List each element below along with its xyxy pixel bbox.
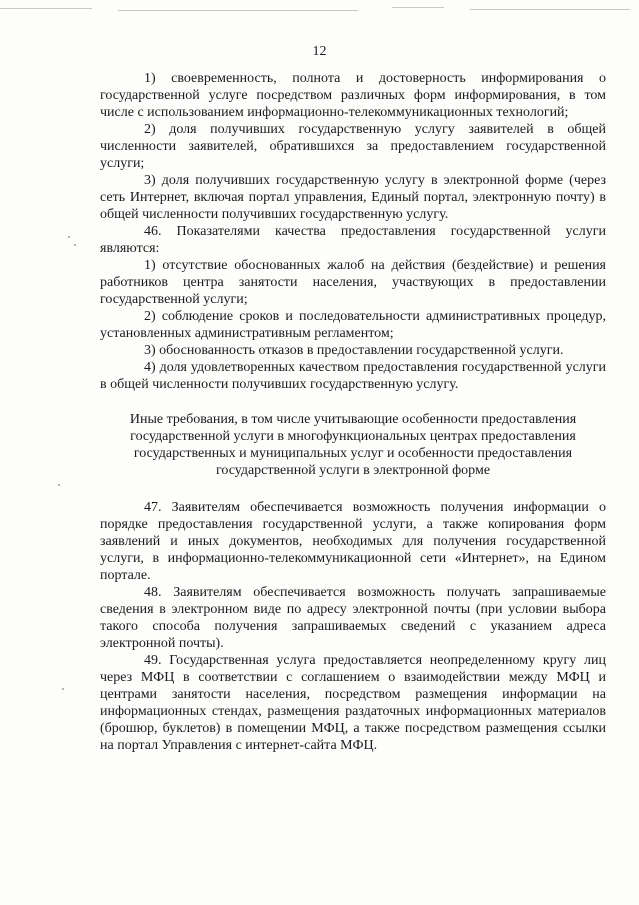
paragraph: 47. Заявителям обеспечивается возможность получения информации о порядке предоставления государственной услуги, а также копирования форм заявлений и иных документов, необходимых для получения государственной услуги, в информационно-телекоммуникационной сети «Интернет», на Едином портале. (100, 500, 606, 583)
scan-artifact-dot (74, 244, 76, 246)
paragraph: 3) доля получивших государственную услугу в электронной форме (через сеть Интернет, включая портал управления, Единый портал, электронную почту) в общей численности получивших государственную услугу. (100, 173, 606, 222)
paragraph: 1) отсутствие обоснованных жалоб на действия (бездействие) и решения работников центра занятости населения, участвующих в предоставлении государственной услуги; (100, 258, 606, 307)
section-heading: Иные требования, в том числе учитывающие особенности предоставления государственной услуги в многофункциональных центрах предоставления государственных и муниципальных услуг и особенности предоставления государственной услуги в электронной форме (129, 412, 577, 478)
paragraph: 4) доля удовлетворенных качеством предоставления государственной услуги в общей численности получивших государственную услугу. (100, 360, 606, 392)
paragraph: 1) своевременность, полнота и достоверность информирования о государственной услуге посредством различных форм информирования, в том числе с использованием информационно-телекоммуникационных технологий; (100, 71, 606, 120)
paragraph: 48. Заявителям обеспечивается возможность получать запрашиваемые сведения в электронном виде по адресу электронной почты (при условии выбора такого способа получения запрашиваемых сведений с указанием адреса электронной почты). (100, 585, 606, 651)
scan-artifact-line (118, 10, 358, 11)
paragraph: 3) обоснованность отказов в предоставлении государственной услуги. (144, 343, 564, 358)
scan-artifact-dot (58, 484, 60, 486)
page-number: 12 (312, 44, 327, 59)
paragraph: 2) доля получивших государственную услугу заявителей в общей численности заявителей, обратившихся за предоставлением государственной услуги; (100, 122, 606, 171)
scan-artifact-line (392, 7, 444, 8)
paragraph: 46. Показателями качества предоставления государственной услуги являются: (100, 224, 606, 256)
scan-artifact-dot (68, 236, 70, 238)
paragraph: 2) соблюдение сроков и последовательности административных процедур, установленных административным регламентом; (100, 309, 606, 341)
document-body (100, 70, 606, 754)
scan-artifact-line (470, 9, 630, 10)
scan-artifact-dot (62, 688, 64, 690)
scan-artifact-line (0, 8, 92, 9)
paragraph: 49. Государственная услуга предоставляется неопределенному кругу лиц через МФЦ в соответствии с соглашением о взаимодействии между МФЦ и центрами занятости населения, посредством размещения информации на информационных стендах, размещения раздаточных информационных материалов (брошюр, буклетов) в помещении МФЦ, а также посредством размещения ссылки на портал Управления с интернет-сайта МФЦ. (100, 653, 606, 753)
